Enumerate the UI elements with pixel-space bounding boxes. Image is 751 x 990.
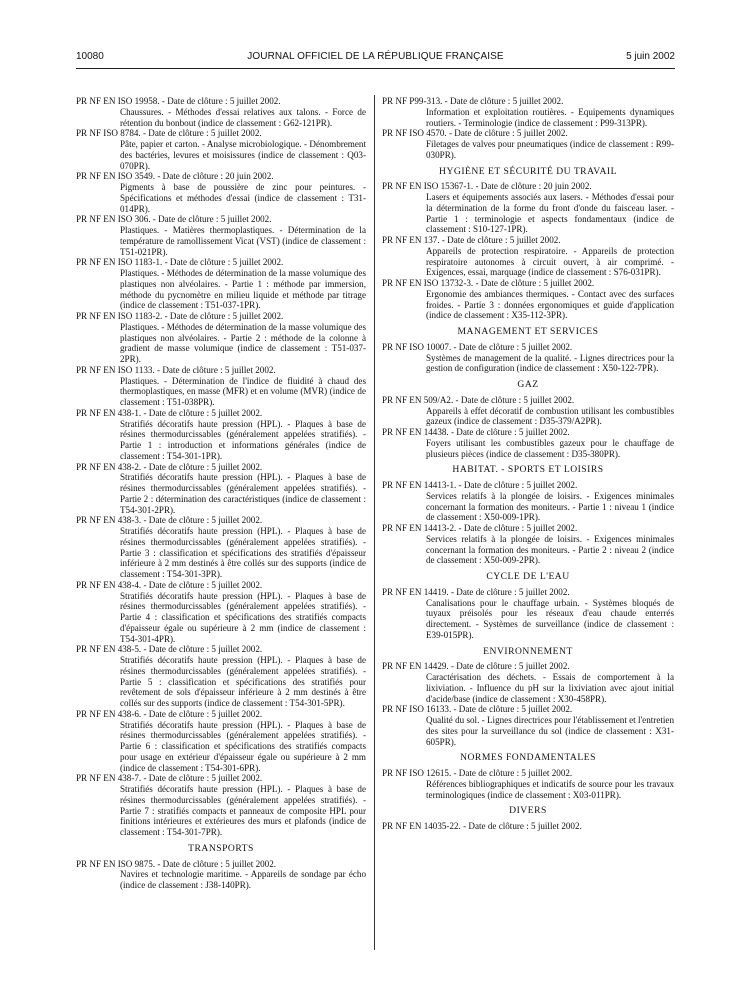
entry-reference: PR NF ISO 10007. - Date de clôture : 5 juillet 2002. <box>382 341 573 352</box>
entry-reference: PR NF ISO 16133. - Date de clôture : 5 juillet 2002. <box>382 704 573 715</box>
standard-entry <box>76 515 366 580</box>
standard-entry <box>76 709 366 774</box>
entry-reference: PR NF EN 14419. - Date de clôture : 5 juillet 2002. <box>382 586 570 597</box>
entry-description: Pigments à base de poussière de zinc pour peintures. - Spécifications et méthodes d'essai (indice de classement : T31-014PR). <box>120 182 366 214</box>
standard-entry <box>382 587 674 641</box>
standard-entry <box>382 96 674 128</box>
standard-entry <box>382 342 674 374</box>
standard-entry <box>76 365 366 408</box>
section-heading: GAZ <box>517 379 539 390</box>
standard-entry <box>382 661 674 704</box>
entry-reference: PR NF EN 438-5. - Date de clôture : 5 juillet 2002. <box>76 644 263 655</box>
standard-entry <box>76 128 366 171</box>
right-column <box>382 96 674 832</box>
section-heading: TRANSPORTS <box>188 842 254 854</box>
page-number: 10080 <box>76 51 104 62</box>
entry-reference: PR NF EN 14413-2. - Date de clôture : 5 juillet 2002. <box>382 523 578 533</box>
standard-entry <box>76 644 366 709</box>
entry-description: Plastiques. - Détermination de l'indice de fluidité à chaud des thermoplastiques, en masse (MFR) et en volume (MVR) (indice de classement : T51-038PR). <box>120 375 366 407</box>
entry-description: Lasers et équipements associés aux lasers. - Méthodes d'essai pour la détermination de la forme du front d'onde du faisceau laser. - Partie 1 : terminologie et aspects fondamentaux (indice de classement : S10-127-1PR). <box>426 192 674 235</box>
entry-description: Services relatifs à la plongée de loisirs. - Exigences minimales concernant la formation des moniteurs. - Partie 1 : niveau 1 (indice de classement : X50-009-1PR). <box>426 490 674 523</box>
standard-entry <box>382 704 674 747</box>
entry-description: Ergonomie des ambiances thermiques. - Contact avec des surfaces froides. - Partie 3 : données ergonomiques et guide d'application (indice de classement : X35-112-3PR). <box>426 288 674 321</box>
entry-reference: PR NF EN 438-1. - Date de clôture : 5 juillet 2002. <box>76 407 263 418</box>
entry-reference: PR NF EN 438-6. - Date de clôture : 5 juillet 2002. <box>76 708 263 719</box>
entry-description: Systèmes de management de la qualité. - Lignes directrices pour la gestion de configuration (indice de classement : X50-122-7PR). <box>426 352 674 374</box>
standard-entry <box>76 773 366 838</box>
section-heading: HYGIÈNE ET SÉCURITÉ DU TRAVAIL <box>439 165 617 177</box>
column-divider <box>374 95 375 950</box>
entry-description: Information et exploitation routières. - Equipements dynamiques routiers. - Terminologie (indice de classement : P99-313PR). <box>426 106 674 128</box>
header-rule <box>76 68 675 69</box>
entry-description: Filetages de valves pour pneumatiques (indice de classement : R99-030PR). <box>426 139 674 160</box>
entry-description: Plastiques. - Méthodes de détermination de la masse volumique des plastiques non alvéolaires. - Partie 2 : méthode de la colonne à gradient de masse volumique (indice de classement : T51-037-2PR). <box>120 321 366 364</box>
standard-entry <box>76 214 366 257</box>
journal-title: JOURNAL OFFICIEL DE LA RÉPUBLIQUE FRANÇAISE <box>247 51 504 62</box>
entry-reference: PR NF EN 14035-22. - Date de clôture : 5 juillet 2002. <box>382 821 582 831</box>
standard-entry <box>382 128 674 160</box>
entry-description: Plastiques. - Matières thermoplastiques. - Détermination de la température de ramollissement Vicat (VST) (indice de classement : T51-021PR). <box>120 225 366 257</box>
entry-description: Stratifiés décoratifs haute pression (HPL). - Plaques à base de résines thermodurcissables (généralement appelées stratifiés). - Partie 7 : stratifiés compacts et panneaux de composite HPL pour finitions intérieures et extérieures des murs et plafonds (indice de classement : T54-301-7PR). <box>120 784 366 837</box>
section-heading: MANAGEMENT ET SERVICES <box>457 326 599 337</box>
entry-reference: PR NF EN 509/A2. - Date de clôture : 5 juillet 2002. <box>382 394 575 405</box>
entry-reference: PR NF EN ISO 9875. - Date de clôture : 5 juillet 2002. <box>76 858 277 869</box>
standard-entry <box>76 462 366 516</box>
entry-reference: PR NF EN ISO 1183-1. - Date de clôture : 5 juillet 2002. <box>76 257 284 268</box>
standard-entry <box>76 580 366 645</box>
entry-description: Appareils de protection respiratoire. - Appareils de protection respiratoire autonomes à circuit ouvert, à air comprimé. - Exigences, essai, marquage (indice de classement : S76-031PR). <box>426 245 674 278</box>
section-heading: DIVERS <box>509 805 547 817</box>
entry-description: Références bibliographiques et indicatifs de source pour les travaux terminologiques (indice de classement : X03-011PR). <box>426 778 674 800</box>
entry-reference: PR NF EN ISO 15367-1. - Date de clôture : 20 juin 2002. <box>382 181 592 192</box>
standard-entry <box>76 257 366 311</box>
entry-description: Qualité du sol. - Lignes directrices pour l'établissement et l'entretien des sites pour la surveillance du sol (indice de classement : X31-605PR). <box>426 715 674 747</box>
entry-reference: PR NF EN 14413-1. - Date de clôture : 5 juillet 2002. <box>382 480 578 490</box>
standard-entry <box>382 181 674 235</box>
entry-reference: PR NF EN ISO 1183-2. - Date de clôture : 5 juillet 2002. <box>76 311 284 321</box>
section-heading: CYCLE DE L'EAU <box>486 571 570 582</box>
entry-reference: PR NF ISO 8784. - Date de clôture : 5 juillet 2002. <box>76 128 262 139</box>
issue-date: 5 juin 2002 <box>626 51 675 62</box>
standard-entry <box>76 408 366 462</box>
entry-description: Canalisations pour le chauffage urbain. - Systèmes bloqués de tuyaux préisolés pour les réseaux d'eau chaude enterrés directement. - Systèmes de surveillance (indice de classement : E39-015PR). <box>426 597 674 640</box>
standard-entry <box>382 523 674 566</box>
entry-description: Stratifiés décoratifs haute pression (HPL). - Plaques à base de résines thermodurcissables (généralement appelées stratifiés). - Partie 1 : introduction et informations générales (indice de classement : T54-301-1PR). <box>120 418 366 461</box>
entry-description: Services relatifs à la plongée de loisirs. - Exigences minimales concernant la formation des moniteurs. - Partie 2 : niveau 2 (indice de classement : X50-009-2PR). <box>426 533 674 566</box>
entry-reference: PR NF EN 438-3. - Date de clôture : 5 juillet 2002. <box>76 515 263 526</box>
entry-description: Plastiques. - Méthodes de détermination de la masse volumique des plastiques non alvéolaires. - Partie 1 : méthode par immersion, méthode du pycnomètre en milieu liquide et méthode par titrage (indice de classement : T51-037-1PR). <box>120 268 366 311</box>
standard-entry <box>382 427 674 459</box>
entry-description: Stratifiés décoratifs haute pression (HPL). - Plaques à base de résines thermodurcissables (généralement appelées stratifiés). - Partie 5 : classification et spécifications des stratifiés pour revêtement de sols d'épaisseur inférieure à 2 mm destinés à être collés sur des supports (indice de classement : T54-301-5PR). <box>120 655 366 708</box>
entry-reference: PR NF EN ISO 13732-3. - Date de clôture : 5 juillet 2002. <box>382 278 595 288</box>
entry-reference: PR NF EN 137. - Date de clôture : 5 juillet 2002. <box>382 235 561 245</box>
standard-entry <box>76 311 366 365</box>
standard-entry <box>382 768 674 800</box>
standard-entry <box>382 395 674 427</box>
section-heading: ENVIRONNEMENT <box>483 645 573 657</box>
entry-description: Caractérisation des déchets. - Essais de comportement à la lixiviation. - Influence du pH sur la lixiviation avec ajout initial d'acide/base (indice de classement : X30-458PR). <box>426 672 674 704</box>
standard-entry <box>382 278 674 321</box>
entry-description: Stratifiés décoratifs haute pression (HPL). - Plaques à base de résines thermodurcissables (généralement appelées stratifiés). - Partie 2 : détermination des caractéristiques (indice de classement : T54-301-2PR). <box>120 472 366 515</box>
entry-description: Chaussures. - Méthodes d'essai relatives aux talons. - Force de rétention du bonbout (indice de classement : G62-121PR). <box>120 106 366 128</box>
entry-description: Navires et technologie maritime. - Appareils de sondage par écho (indice de classement : J38-140PR). <box>120 869 366 890</box>
entry-description: Stratifiés décoratifs haute pression (HPL). - Plaques à base de résines thermodurcissables (généralement appelées stratifiés). - Partie 4 : classification et spécifications des stratifiés compacts d'épaisseur égale ou supérieure à 2 mm (indice de classement : T54-301-4PR). <box>120 590 366 644</box>
entry-reference: PR NF P99-313. - Date de clôture : 5 juillet 2002. <box>382 96 564 106</box>
entry-description: Stratifiés décoratifs haute pression (HPL). - Plaques à base de résines thermodurcissables (généralement appelées stratifiés). - Partie 3 : classification et spécifications des stratifiés d'épaisseur inférieure à 2 mm destinés à être collés sur des supports (indice de classement : T54-301-3PR). <box>120 526 366 579</box>
left-column <box>76 96 366 891</box>
entry-reference: PR NF EN ISO 1133. - Date de clôture : 5 juillet 2002. <box>76 364 276 375</box>
page-header <box>76 51 675 65</box>
standard-entry <box>76 859 366 891</box>
entry-reference: PR NF ISO 12615. - Date de clôture : 5 juillet 2002. <box>382 768 573 778</box>
section-heading: NORMES FONDAMENTALES <box>460 752 596 764</box>
entry-reference: PR NF EN ISO 3549. - Date de clôture : 20 juin 2002. <box>76 171 274 182</box>
entry-reference: PR NF EN 438-2. - Date de clôture : 5 juillet 2002. <box>76 461 263 472</box>
standard-entry <box>382 480 674 523</box>
entry-reference: PR NF EN ISO 19958. - Date de clôture : 5 juillet 2002. <box>76 96 281 106</box>
entry-reference: PR NF EN 438-7. - Date de clôture : 5 juillet 2002. <box>76 773 263 784</box>
entry-reference: PR NF EN 14429. - Date de clôture : 5 juillet 2002. <box>382 661 570 672</box>
entry-reference: PR NF ISO 4570. - Date de clôture : 5 juillet 2002. <box>382 128 568 139</box>
entry-reference: PR NF EN 14438. - Date de clôture : 5 juillet 2002. <box>382 427 570 437</box>
section-heading: HABITAT. - SPORTS ET LOISIRS <box>452 464 604 476</box>
entry-reference: PR NF EN ISO 306. - Date de clôture : 5 juillet 2002. <box>76 214 272 225</box>
standard-entry <box>76 96 366 128</box>
standard-entry <box>382 821 674 832</box>
entry-reference: PR NF EN 438-4. - Date de clôture : 5 juillet 2002. <box>76 579 263 590</box>
entry-description: Stratifiés décoratifs haute pression (HPL). - Plaques à base de résines thermodurcissables (généralement appelées stratifiés). - Partie 6 : classification et spécifications des stratifiés compacts pour usage en extérieur d'épaisseur égale ou supérieure à 2 mm (indice de classement : T54-301-6PR). <box>120 719 366 773</box>
entry-description: Foyers utilisant les combustibles gazeux pour le chauffage de plusieurs pièces (indice de classement : D35-380PR). <box>426 437 674 459</box>
standard-entry <box>76 171 366 214</box>
entry-description: Appareils à effet décoratif de combustion utilisant les combustibles gazeux (indice de classement : D35-379/A2PR). <box>426 405 674 427</box>
entry-description: Pâte, papier et carton. - Analyse microbiologique. - Dénombrement des bactéries, levures et moisissures (indice de classement : Q03-070PR). <box>120 139 366 171</box>
standard-entry <box>382 235 674 278</box>
